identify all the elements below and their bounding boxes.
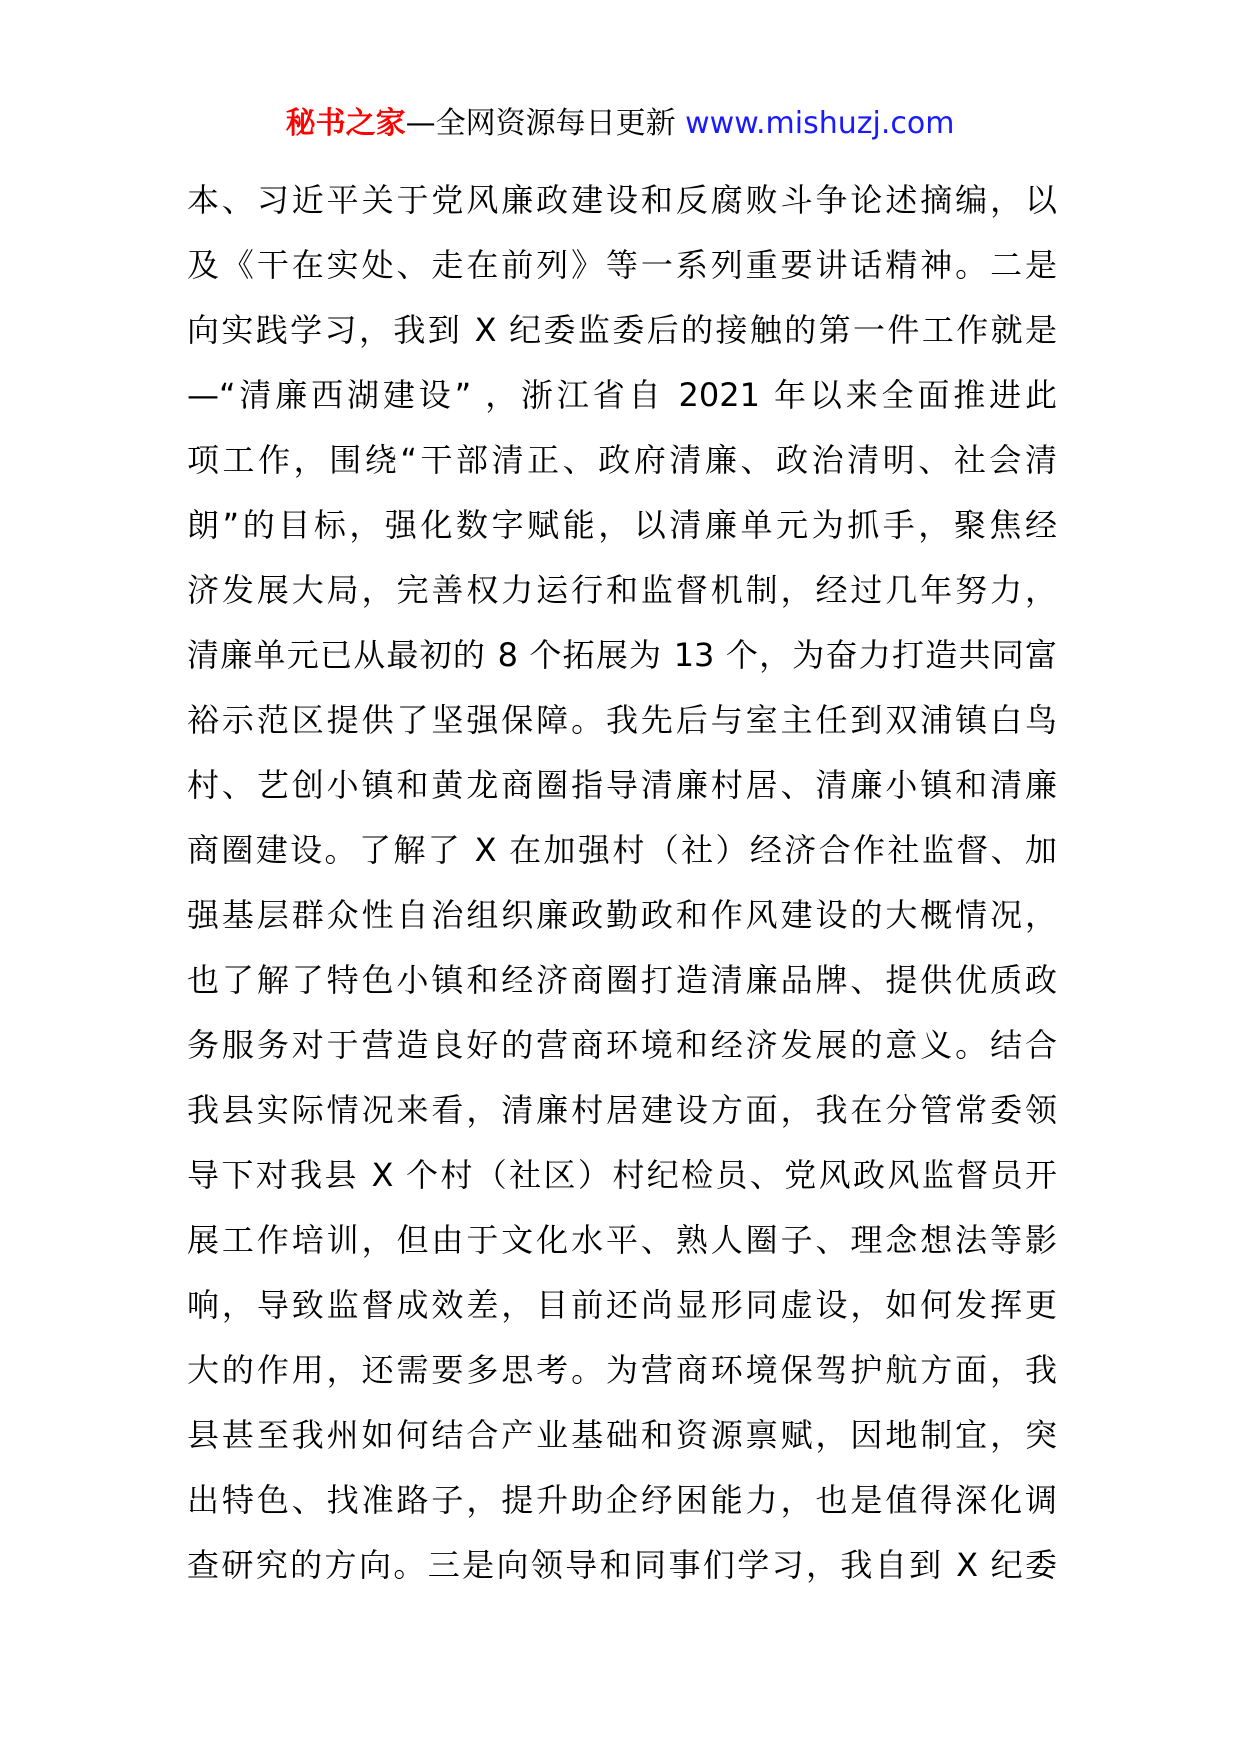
text-line: 朗”的目标，强化数字赋能，以清廉单元为抓手，聚焦经 [187, 506, 1057, 544]
text-line: 务服务对于营造良好的营商环境和经济发展的意义。结合 [187, 1026, 1057, 1064]
text-line: 及《干在实处、走在前列》等一系列重要讲话精神。二是 [187, 246, 1057, 284]
text-line: 本、习近平关于党风廉政建设和反腐败斗争论述摘编，以 [187, 181, 1057, 219]
text-line: 强基层群众性自治组织廉政勤政和作风建设的大概情况， [187, 896, 1057, 934]
text-line: 出特色、找准路子，提升助企纾困能力，也是值得深化调 [187, 1481, 1057, 1519]
site-url-link[interactable]: www.mishuzj.com [685, 106, 955, 141]
document-body [187, 168, 1057, 1598]
text-line: 清廉单元已从最初的 8 个拓展为 13 个，为奋力打造共同富 [187, 636, 1057, 674]
text-line: 商圈建设。了解了 X 在加强村（社）经济合作社监督、加 [187, 831, 1057, 869]
text-line: 导下对我县 X 个村（社区）村纪检员、党风政风监督员开 [187, 1156, 1057, 1194]
text-line: 向实践学习，我到 X 纪委监委后的接触的第一件工作就是 [187, 311, 1057, 349]
text-line: 查研究的方向。三是向领导和同事们学习，我自到 X 纪委 [187, 1546, 1057, 1584]
text-line: —“清廉西湖建设” ，浙江省自 2021 年以来全面推进此 [187, 376, 1057, 414]
text-line: 也了解了特色小镇和经济商圈打造清廉品牌、提供优质政 [187, 961, 1057, 999]
text-line: 裕示范区提供了坚强保障。我先后与室主任到双浦镇白鸟 [187, 701, 1057, 739]
text-line: 我县实际情况来看，清廉村居建设方面，我在分管常委领 [187, 1091, 1057, 1129]
site-header [0, 102, 1240, 146]
text-line: 村、艺创小镇和黄龙商圈指导清廉村居、清廉小镇和清廉 [187, 766, 1057, 804]
text-line: 大的作用，还需要多思考。为营商环境保驾护航方面，我 [187, 1351, 1057, 1389]
text-line: 响，导致监督成效差，目前还尚显形同虚设，如何发挥更 [187, 1286, 1057, 1324]
text-line: 项工作，围绕“干部清正、政府清廉、政治清明、社会清 [187, 441, 1057, 479]
text-line: 展工作培训，但由于文化水平、熟人圈子、理念想法等影 [187, 1221, 1057, 1259]
site-tagline: —全网资源每日更新 [405, 106, 686, 141]
text-line: 济发展大局，完善权力运行和监督机制，经过几年努力， [187, 571, 1057, 609]
site-name: 秘书之家 [285, 106, 406, 141]
text-line: 县甚至我州如何结合产业基础和资源禀赋，因地制宜，突 [187, 1416, 1057, 1454]
